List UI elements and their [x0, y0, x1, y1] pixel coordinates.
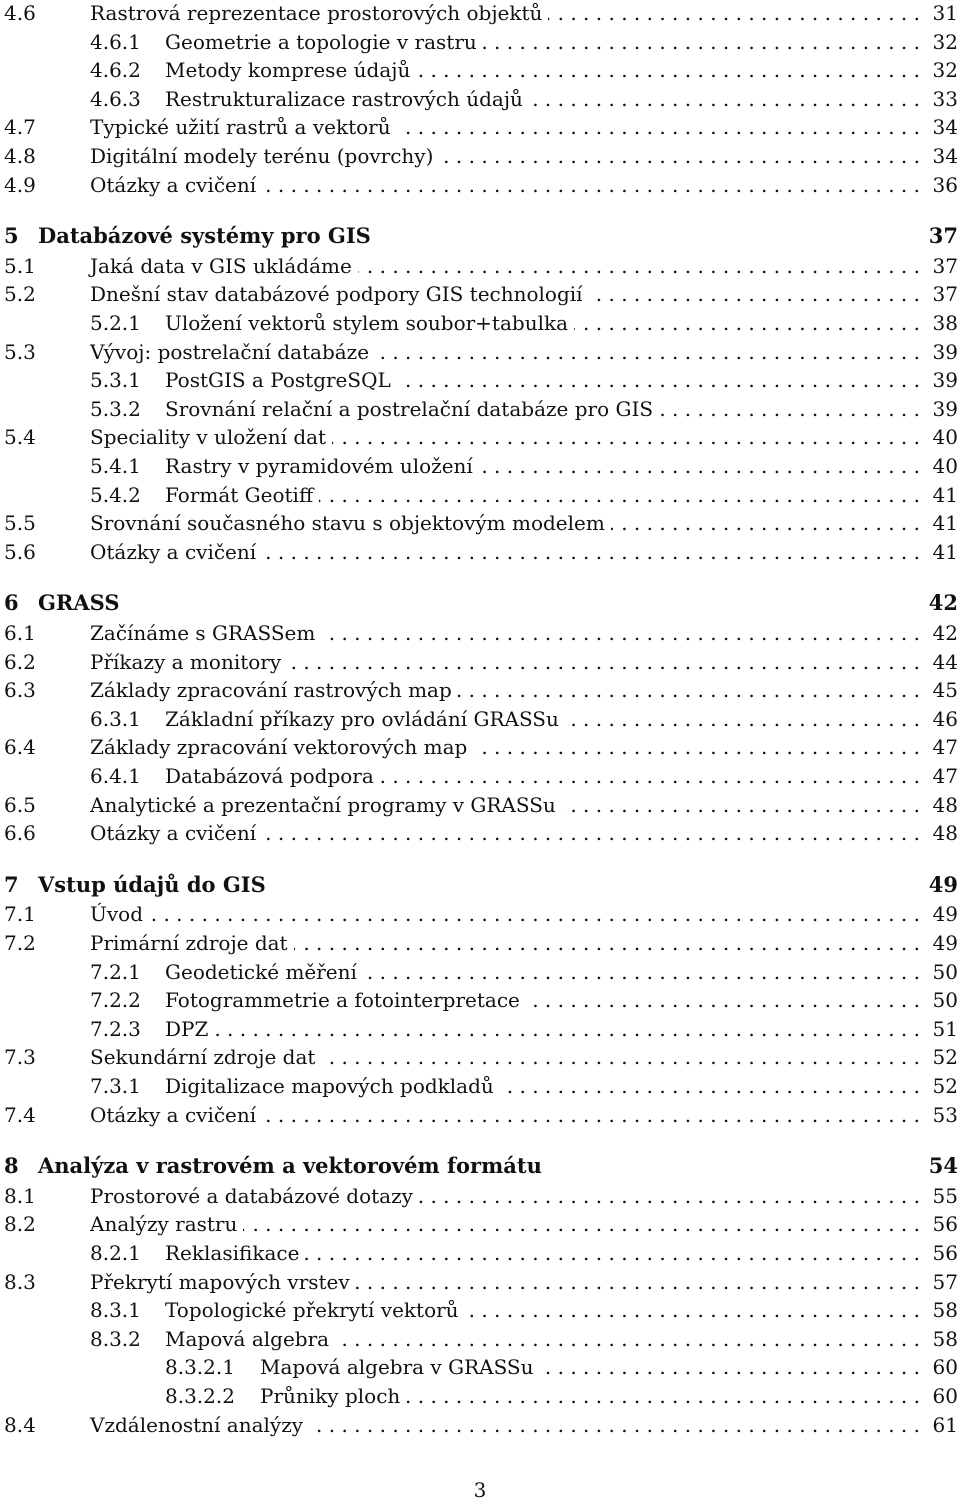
toc-entry-number: 8.1 [4, 1184, 36, 1208]
toc-entry-title: Geodetické měření [165, 960, 363, 984]
toc-entry-number: 7.2.2 [90, 988, 141, 1012]
toc-entry[interactable] [0, 705, 960, 733]
toc-entry-title: Analýza v rastrovém a vektorovém formátu [38, 1153, 548, 1178]
toc-entry-title: Mapová algebra [165, 1327, 335, 1351]
toc-entry[interactable] [0, 423, 960, 451]
toc-entry-number: 5.6 [4, 540, 36, 564]
toc-entry-title: Prostorové a databázové dotazy [90, 1184, 419, 1208]
toc-entry[interactable] [0, 1239, 960, 1267]
toc-entry-number: 8.3 [4, 1270, 36, 1294]
toc-entry-page: 50 [932, 988, 958, 1012]
toc-entry-number: 8.3.2.1 [165, 1355, 235, 1379]
toc-entry[interactable] [0, 1043, 960, 1071]
toc-entry[interactable] [0, 56, 960, 84]
toc-entry-title: Základní příkazy pro ovládání GRASSu [165, 707, 565, 731]
toc-entry-page: 49 [932, 931, 958, 955]
toc-entry-number: 5 [4, 223, 19, 248]
toc-entry-title: Speciality v uložení dat [90, 425, 332, 449]
toc-entry-page: 57 [932, 1270, 958, 1294]
toc-entry-number: 8 [4, 1153, 19, 1178]
toc-entry[interactable] [0, 1382, 960, 1410]
toc-entry-page: 41 [932, 511, 958, 535]
toc-entry-title: Srovnání relační a postrelační databáze pro GIS [165, 397, 659, 421]
toc-entry-page: 40 [932, 454, 958, 478]
toc-entry-title: Topologické překrytí vektorů [165, 1298, 465, 1322]
toc-entry[interactable] [0, 85, 960, 113]
toc-entry-page: 39 [932, 368, 958, 392]
toc-entry-number: 5.2 [4, 282, 36, 306]
toc-entry-page: 52 [932, 1074, 958, 1098]
toc-entry-page: 50 [932, 960, 958, 984]
toc-entry[interactable] [0, 1072, 960, 1100]
toc-entry-page: 49 [932, 902, 958, 926]
toc-chapter[interactable] [0, 222, 960, 250]
toc-entry-title: Základy zpracování vektorových map [90, 735, 473, 759]
toc-entry-title: Jaká data v GIS ukládáme [90, 254, 358, 278]
toc-entry-page: 44 [932, 650, 958, 674]
toc-entry-number: 6.4 [4, 735, 36, 759]
toc-entry-number: 6.5 [4, 793, 36, 817]
toc-entry-title: Příkazy a monitory [90, 650, 287, 674]
toc-entry[interactable] [0, 0, 960, 27]
toc-entry[interactable] [0, 338, 960, 366]
toc-entry-title: Dnešní stav databázové podpory GIS technologií [90, 282, 589, 306]
toc-entry-number: 4.6.2 [90, 58, 141, 82]
toc-entry-title: Otázky a cvičení [90, 821, 262, 845]
toc-entry[interactable] [0, 280, 960, 308]
toc-entry-number: 5.4.1 [90, 454, 141, 478]
toc-entry-title: GRASS [38, 590, 126, 615]
toc-entry-page: 40 [932, 425, 958, 449]
toc-entry-page: 37 [932, 254, 958, 278]
toc-entry-page: 42 [928, 590, 958, 615]
toc-entry-number: 8.2.1 [90, 1241, 141, 1265]
toc-entry-title: Otázky a cvičení [90, 173, 262, 197]
toc-entry-title: Otázky a cvičení [90, 1103, 262, 1127]
toc-entry-page: 51 [932, 1017, 958, 1041]
toc-entry-title: Sekundární zdroje dat [90, 1045, 321, 1069]
toc-entry-page: 42 [932, 621, 958, 645]
toc-chapter[interactable] [0, 871, 960, 899]
toc-entry-number: 7.2.3 [90, 1017, 141, 1041]
toc-entry-page: 38 [932, 311, 958, 335]
toc-entry-number: 7.3.1 [90, 1074, 141, 1098]
toc-entry[interactable] [0, 1268, 960, 1296]
toc-entry-title: Rastry v pyramidovém uložení [165, 454, 479, 478]
toc-entry[interactable] [0, 929, 960, 957]
toc-entry-title: Uložení vektorů stylem soubor+tabulka [165, 311, 574, 335]
toc-entry-number: 4.8 [4, 144, 36, 168]
toc-entry-title: Reklasifikace [165, 1241, 305, 1265]
toc-entry-page: 32 [932, 58, 958, 82]
toc-entry-number: 8.3.1 [90, 1298, 141, 1322]
toc-entry-title: Otázky a cvičení [90, 540, 262, 564]
toc-entry[interactable] [0, 676, 960, 704]
toc-chapter[interactable] [0, 1152, 960, 1180]
toc-entry[interactable] [0, 252, 960, 280]
toc-entry[interactable] [0, 733, 960, 761]
toc-entry-number: 6.6 [4, 821, 36, 845]
toc-entry-title: Formát Geotiff [165, 483, 319, 507]
toc-entry-title: Geometrie a topologie v rastru [165, 30, 483, 54]
toc-entry[interactable] [0, 142, 960, 170]
toc-entry-number: 5.4 [4, 425, 36, 449]
toc-entry-title: Databázové systémy pro GIS [38, 223, 377, 248]
toc-entry-title: Analytické a prezentační programy v GRASSu [90, 793, 562, 817]
toc-entry-page: 45 [932, 678, 958, 702]
dot-leader [165, 1015, 920, 1043]
toc-entry-page: 47 [932, 764, 958, 788]
toc-entry-title: Úvod [90, 902, 149, 926]
toc-entry-number: 4.7 [4, 115, 36, 139]
toc-entry-page: 60 [932, 1384, 958, 1408]
toc-entry-page: 61 [932, 1413, 958, 1437]
toc-entry-number: 6.4.1 [90, 764, 141, 788]
toc-entry-number: 8.4 [4, 1413, 36, 1437]
toc-entry[interactable] [0, 819, 960, 847]
toc-entry-number: 5.3 [4, 340, 36, 364]
toc-entry-page: 56 [932, 1241, 958, 1265]
toc-entry-title: Metody komprese údajů [165, 58, 416, 82]
toc-entry-title: Vývoj: postrelační databáze [90, 340, 375, 364]
toc-entry[interactable] [0, 1325, 960, 1353]
toc-entry[interactable] [0, 762, 960, 790]
toc-entry-number: 8.3.2.2 [165, 1384, 235, 1408]
toc-entry-title: Primární zdroje dat [90, 931, 294, 955]
toc-entry[interactable] [0, 648, 960, 676]
toc-entry-number: 4.6 [4, 1, 36, 25]
toc-entry-page: 34 [932, 144, 958, 168]
toc-entry[interactable] [0, 309, 960, 337]
toc-entry-page: 41 [932, 483, 958, 507]
toc-entry[interactable] [0, 113, 960, 141]
toc-entry-number: 6.3.1 [90, 707, 141, 731]
toc-entry-number: 5.3.1 [90, 368, 141, 392]
page-number: 3 [473, 1478, 487, 1502]
toc-entry-page: 37 [932, 282, 958, 306]
dot-leader [90, 900, 920, 928]
toc-entry-number: 7.1 [4, 902, 36, 926]
toc-entry-title: Fotogrammetrie a fotointerpretace [165, 988, 526, 1012]
toc-entry-number: 7.2 [4, 931, 36, 955]
toc-entry-number: 5.1 [4, 254, 36, 278]
toc-entry[interactable] [0, 791, 960, 819]
toc-entry-title: Srovnání současného stavu s objektovým modelem [90, 511, 611, 535]
toc-entry-page: 49 [928, 872, 958, 897]
toc-entry[interactable] [0, 1182, 960, 1210]
toc-entry-page: 31 [932, 1, 958, 25]
toc-entry-number: 6.1 [4, 621, 36, 645]
toc-entry-number: 7.4 [4, 1103, 36, 1127]
toc-entry[interactable] [0, 481, 960, 509]
toc-entry-page: 47 [932, 735, 958, 759]
toc-entry-page: 39 [932, 397, 958, 421]
toc-entry-title: Restrukturalizace rastrových údajů [165, 87, 529, 111]
toc-entry-page: 53 [932, 1103, 958, 1127]
toc-entry[interactable] [0, 171, 960, 199]
toc-entry[interactable] [0, 986, 960, 1014]
toc-entry-title: PostGIS a PostgreSQL [165, 368, 397, 392]
toc-entry-title: Analýzy rastru [90, 1212, 243, 1236]
toc-entry-number: 4.6.3 [90, 87, 141, 111]
toc-entry-number: 5.2.1 [90, 311, 141, 335]
toc-entry[interactable] [0, 619, 960, 647]
toc-entry[interactable] [0, 900, 960, 928]
toc-entry-number: 7.3 [4, 1045, 36, 1069]
toc-entry-number: 4.6.1 [90, 30, 141, 54]
toc-entry-page: 58 [932, 1327, 958, 1351]
toc-chapter[interactable] [0, 589, 960, 617]
toc-entry[interactable] [0, 509, 960, 537]
toc-entry-page: 60 [932, 1355, 958, 1379]
toc-entry[interactable] [0, 1411, 960, 1439]
toc-entry[interactable] [0, 1015, 960, 1043]
toc-entry-page: 34 [932, 115, 958, 139]
toc-entry[interactable] [0, 538, 960, 566]
toc-entry-title: Překrytí mapových vrstev [90, 1270, 356, 1294]
toc-entry-page: 37 [928, 223, 958, 248]
toc-entry-number: 6 [4, 590, 19, 615]
toc-entry-page: 58 [932, 1298, 958, 1322]
toc-entry-title: Digitalizace mapových podkladů [165, 1074, 500, 1098]
toc-entry-title: Databázová podpora [165, 764, 380, 788]
toc-entry-page: 54 [928, 1153, 958, 1178]
toc-entry[interactable] [0, 958, 960, 986]
toc-entry[interactable] [0, 395, 960, 423]
toc-entry[interactable] [0, 28, 960, 56]
toc-entry-title: Mapová algebra v GRASSu [260, 1355, 540, 1379]
toc-entry-page: 46 [932, 707, 958, 731]
toc-entry-number: 7.2.1 [90, 960, 141, 984]
toc-entry-number: 5.4.2 [90, 483, 141, 507]
toc-entry-number: 7 [4, 872, 19, 897]
toc-entry-title: Typické užití rastrů a vektorů [90, 115, 397, 139]
toc-entry[interactable] [0, 1101, 960, 1129]
toc-entry[interactable] [0, 452, 960, 480]
toc-entry-number: 5.3.2 [90, 397, 141, 421]
toc-entry-title: DPZ [165, 1017, 214, 1041]
toc-entry[interactable] [0, 1353, 960, 1381]
toc-entry-page: 56 [932, 1212, 958, 1236]
toc-entry-title: Základy zpracování rastrových map [90, 678, 458, 702]
toc-entry-page: 39 [932, 340, 958, 364]
toc-entry-number: 6.2 [4, 650, 36, 674]
toc-entry-page: 41 [932, 540, 958, 564]
toc-entry-page: 55 [932, 1184, 958, 1208]
toc-entry[interactable] [0, 1296, 960, 1324]
toc-entry-number: 4.9 [4, 173, 36, 197]
toc-entry-number: 5.5 [4, 511, 36, 535]
toc-entry-page: 48 [932, 793, 958, 817]
toc-entry-title: Vstup údajů do GIS [38, 872, 272, 897]
toc-entry-title: Rastrová reprezentace prostorových objektů [90, 1, 548, 25]
toc-entry-page: 33 [932, 87, 958, 111]
toc-entry-title: Začínáme s GRASSem [90, 621, 321, 645]
toc-entry-title: Průniky ploch [260, 1384, 406, 1408]
toc-entry-page: 32 [932, 30, 958, 54]
toc-entry-page: 52 [932, 1045, 958, 1069]
toc-entry-number: 8.2 [4, 1212, 36, 1236]
toc-entry-title: Digitální modely terénu (povrchy) [90, 144, 439, 168]
toc-entry-page: 36 [932, 173, 958, 197]
toc-entry[interactable] [0, 366, 960, 394]
toc-entry-page: 48 [932, 821, 958, 845]
toc-entry-number: 6.3 [4, 678, 36, 702]
toc-entry-title: Vzdálenostní analýzy [90, 1413, 309, 1437]
toc-entry[interactable] [0, 1210, 960, 1238]
toc-entry-number: 8.3.2 [90, 1327, 141, 1351]
